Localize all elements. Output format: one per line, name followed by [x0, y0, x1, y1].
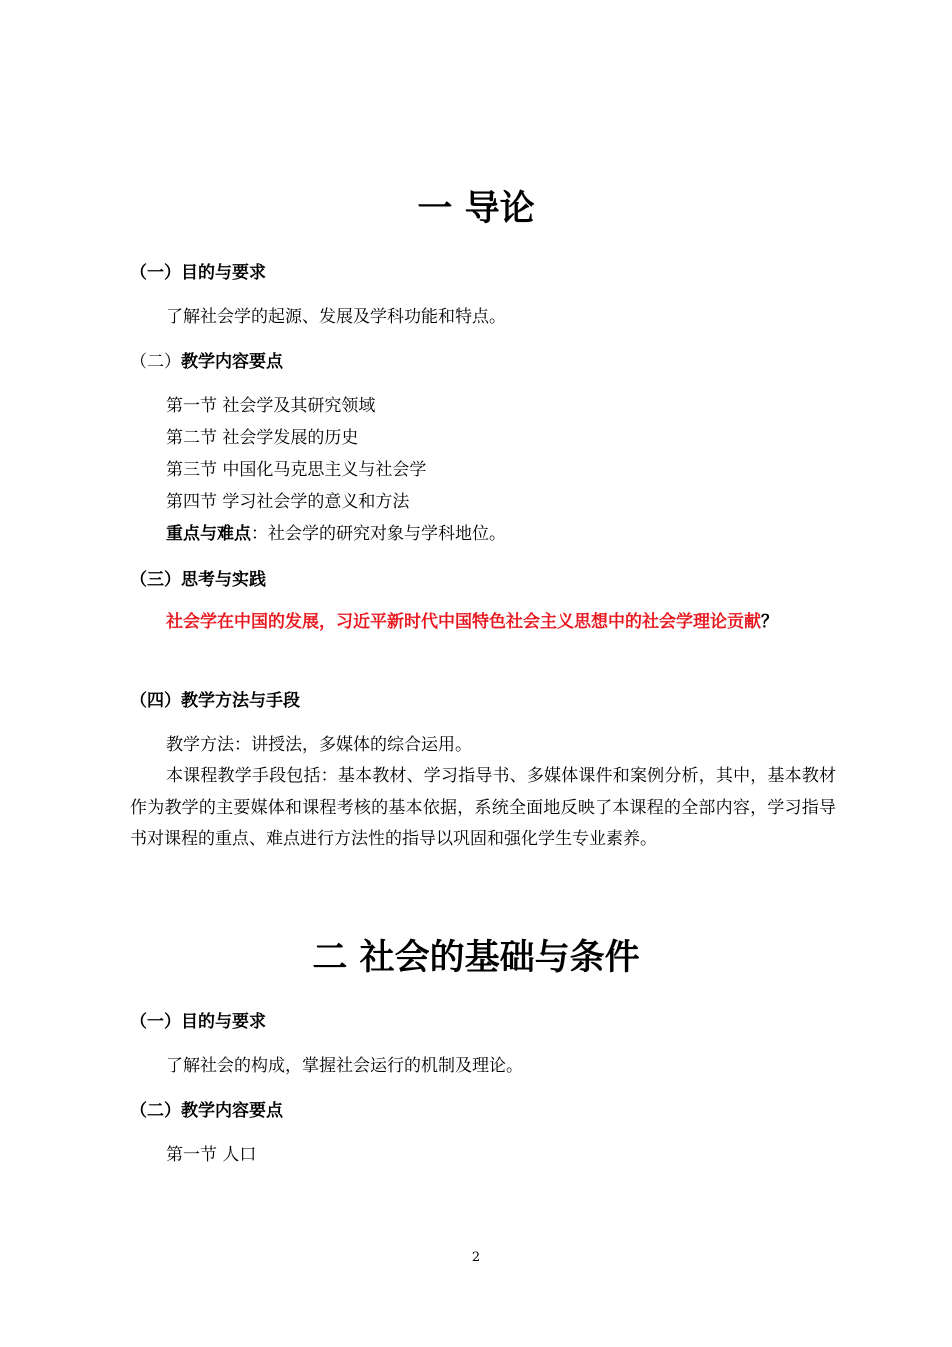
ch1-reflection-question	[130, 607, 836, 638]
ch1-section-2-title: 教学内容要点	[181, 352, 283, 372]
ch1-section-1-text: 了解社会学的起源、发展及学科功能和特点。	[166, 307, 506, 327]
ch2-section-2-heading: （二）教学内容要点	[130, 1101, 283, 1121]
ch1-section-4-heading: （四）教学方法与手段	[130, 691, 300, 711]
ch2-section-1-heading: （一）目的与要求	[130, 1012, 266, 1032]
ch1-section-2-heading	[130, 351, 283, 373]
ch1-key-points	[166, 522, 506, 546]
key-points-text: ：社会学的研究对象与学科地位。	[251, 524, 506, 544]
reflection-question-text: 社会学在中国的发展，习近平新时代中国特色社会主义思想中的社会学理论贡献	[166, 612, 761, 632]
ch1-section-1-heading: （一）目的与要求	[130, 263, 266, 283]
ch1-section-3-heading: （三）思考与实践	[130, 570, 266, 590]
ch1-section-2-number: （二）	[130, 352, 181, 372]
page-number: 2	[471, 1250, 481, 1265]
ch1-list-item: 第四节 学习社会学的意义和方法	[166, 492, 410, 512]
ch1-list-item: 第三节 中国化马克思主义与社会学	[166, 460, 427, 480]
ch1-teaching-means-paragraph: 本课程教学手段包括：基本教材、学习指导书、多媒体课件和案例分析，其中，基本教材作为教学的主要媒体和课程考核的基本依据，系统全面地反映了本课程的全部内容，学习指导书对课程的重点、难点进行方法性的指导以巩固和强化学生专业素养。	[130, 766, 836, 849]
key-points-label: 重点与难点	[166, 524, 251, 544]
reflection-question-mark: ？	[761, 612, 778, 632]
ch1-list-item: 第二节 社会学发展的历史	[166, 428, 359, 448]
ch1-list-item: 第一节 社会学及其研究领域	[166, 396, 376, 416]
ch2-section-1-text: 了解社会的构成，掌握社会运行的机制及理论。	[166, 1056, 523, 1076]
ch1-teaching-method: 教学方法：讲授法，多媒体的综合运用。	[166, 735, 472, 755]
chapter-2-title: 二 社会的基础与条件	[312, 938, 640, 978]
chapter-1-title: 一 导论	[417, 189, 535, 229]
ch2-list-item: 第一节 人口	[166, 1145, 257, 1165]
